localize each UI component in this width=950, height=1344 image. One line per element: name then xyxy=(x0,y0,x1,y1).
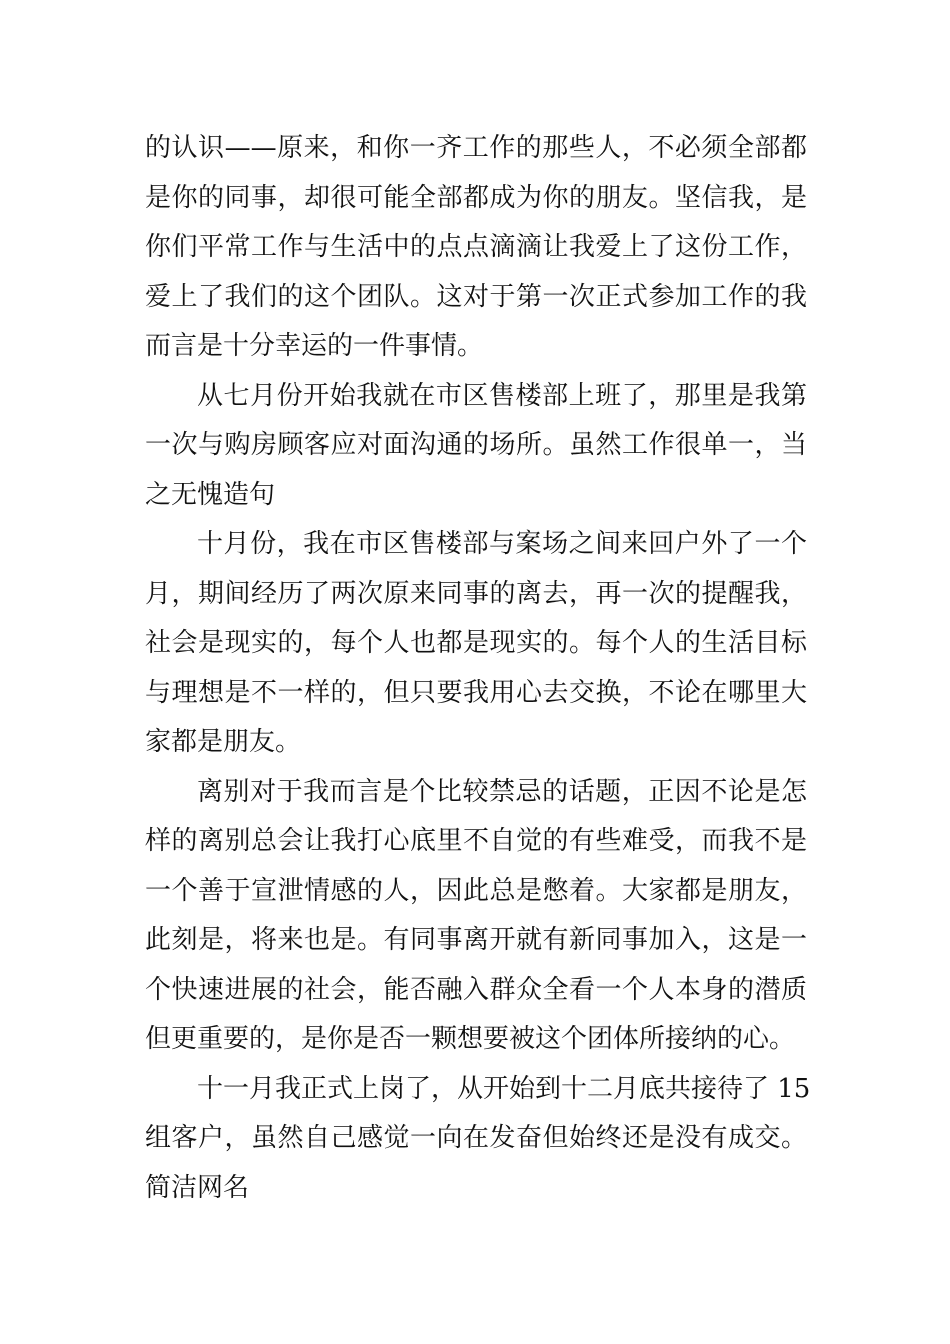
text-line: 此刻是，将来也是。有同事离开就有新同事加入，这是一 xyxy=(145,925,807,955)
paragraph-1 xyxy=(145,124,807,372)
document-body xyxy=(145,124,811,1213)
text-line: 爱上了我们的这个团队。这对于第一次正式参加工作的我 xyxy=(145,281,807,312)
paragraph-3 xyxy=(145,520,807,768)
text-line: 样的离别总会让我打心底里不自觉的有些难受，而我不是 xyxy=(145,826,807,856)
text-line: 月，期间经历了两次原来同事的离去，再一次的提醒我， xyxy=(145,578,807,609)
text-line: 与理想是不一样的，但只要我用心去交换，不论在哪里大 xyxy=(145,677,807,708)
paragraph-4 xyxy=(145,768,807,1065)
text-line: 而言是十分幸运的一件事情。 xyxy=(145,331,484,361)
text-line: 一次与购房顾客应对面沟通的场所。虽然工作很单一，当 xyxy=(145,430,807,460)
text-line: 组客户，虽然自己感觉一向在发奋但始终还是没有成交。 xyxy=(145,1123,807,1153)
text-line: 但更重要的，是你是否一颗想要被这个团体所接纳的心。 xyxy=(145,1024,796,1054)
text-line: 简洁网名 xyxy=(145,1172,250,1203)
text-line: 个快速进展的社会，能否融入群众全看一个人本身的潜质 xyxy=(145,974,807,1005)
text-line: 你们平常工作与生活中的点点滴滴让我爱上了这份工作， xyxy=(145,232,807,262)
text-line: 十一月我正式上岗了，从开始到十二月底共接待了 15 xyxy=(197,1073,811,1104)
text-line: 一个善于宣泄情感的人，因此总是憋着。大家都是朋友， xyxy=(145,875,807,906)
text-line: 家都是朋友。 xyxy=(145,727,302,757)
paragraph-5 xyxy=(145,1065,811,1214)
text-line: 的认识——原来，和你一齐工作的那些人，不必须全部都 xyxy=(145,133,807,163)
paragraph-2 xyxy=(145,372,807,521)
text-line: 是你的同事，却很可能全部都成为你的朋友。坚信我，是 xyxy=(145,182,807,213)
text-line: 十月份，我在市区售楼部与案场之间来回户外了一个 xyxy=(197,529,807,559)
text-line: 之无愧造句 xyxy=(145,479,276,510)
text-line: 从七月份开始我就在市区售楼部上班了，那里是我第 xyxy=(197,380,807,411)
text-line: 社会是现实的，每个人也都是现实的。每个人的生活目标 xyxy=(145,628,807,658)
text-line: 离别对于我而言是个比较禁忌的话题，正因不论是怎 xyxy=(197,776,807,807)
